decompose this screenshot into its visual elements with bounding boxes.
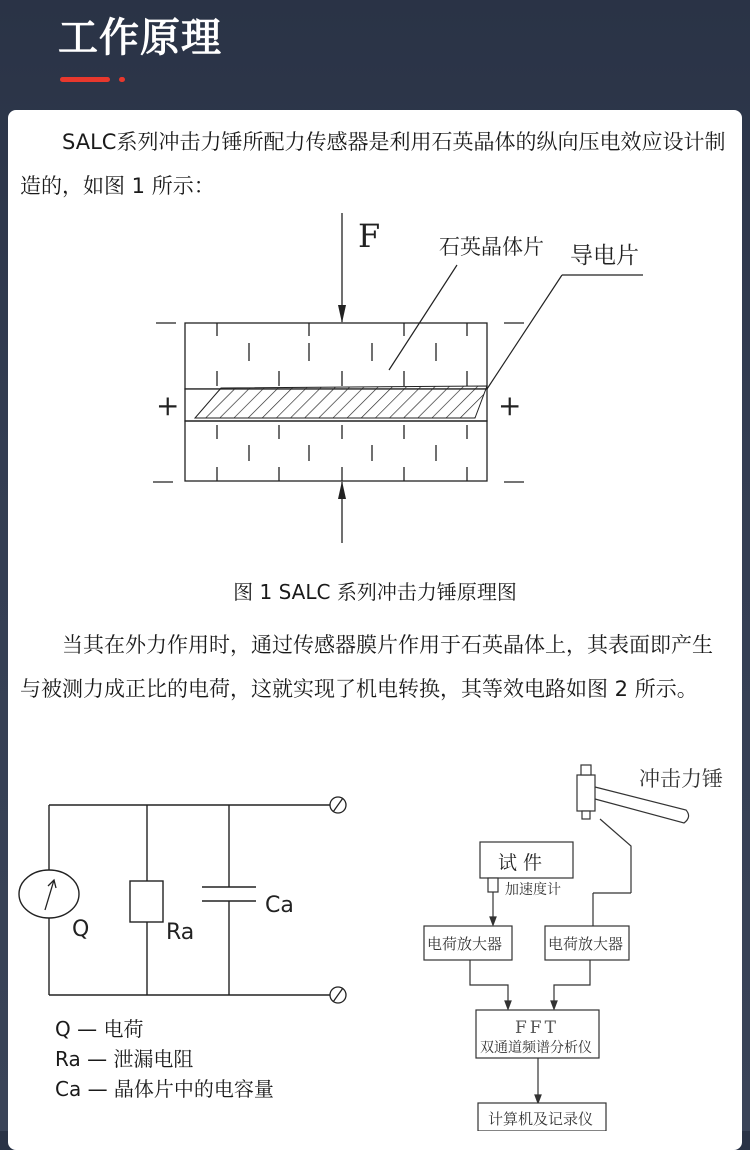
accelerometer-box bbox=[488, 878, 498, 892]
crystal-label: 石英晶体片 bbox=[439, 235, 544, 259]
lower-ticks bbox=[217, 425, 467, 481]
circuit-legend bbox=[55, 1014, 274, 1104]
force-label: F bbox=[358, 217, 381, 255]
title-underline bbox=[60, 77, 110, 82]
legend-ra: Ra — 泄漏电阻 bbox=[55, 1047, 194, 1071]
ra-label: Ra bbox=[166, 920, 195, 945]
crystal-leader-line bbox=[389, 265, 457, 370]
measurement-system-diagram bbox=[408, 755, 742, 1131]
leakage-resistor bbox=[130, 881, 163, 922]
body-paragraph: 当其在外力作用时，通过传感器膜片作用于石英晶体上，其表面即产生与被测力成正比的电荷，这就实现了机电转换，其等效电路如图 2 所示。 bbox=[20, 633, 713, 701]
amplifier-1-label: 电荷放大器 bbox=[427, 935, 503, 953]
plus-right: + bbox=[498, 389, 522, 422]
bottom-arrowhead bbox=[338, 481, 346, 499]
computer-recorder-label: 计算机及记录仪 bbox=[488, 1110, 594, 1128]
analyzer-label: 双通道频谱分析仪 bbox=[480, 1040, 592, 1056]
hammer-tip bbox=[581, 765, 591, 775]
page-title: 工作原理 bbox=[58, 15, 222, 61]
test-piece-label: 试 件 bbox=[498, 852, 543, 874]
hammer-head bbox=[577, 775, 595, 811]
fft-label: FFT bbox=[515, 1018, 559, 1038]
amplifier-2-label: 电荷放大器 bbox=[548, 935, 624, 953]
ca-label: Ca bbox=[265, 893, 294, 918]
figure-1-caption: 图 1 SALC 系列冲击力锤原理图 bbox=[233, 580, 517, 604]
header bbox=[0, 0, 750, 110]
charge-source-arrow bbox=[45, 880, 56, 910]
accelerometer-label: 加速度计 bbox=[505, 882, 561, 898]
terminal-top bbox=[330, 797, 346, 813]
top-arrowhead bbox=[338, 305, 346, 323]
hammer-label: 冲击力锤 bbox=[639, 767, 723, 791]
crystal-capacitor bbox=[202, 887, 256, 901]
hammer-cable bbox=[600, 819, 631, 893]
hammer-handle bbox=[595, 787, 689, 823]
upper-ticks bbox=[217, 323, 467, 386]
equivalent-circuit-diagram bbox=[8, 790, 368, 1010]
plus-left: + bbox=[156, 389, 180, 422]
title-underline-dot bbox=[119, 77, 125, 82]
figure-1-diagram bbox=[8, 205, 742, 565]
conductor-label: 导电片 bbox=[570, 243, 639, 269]
conductor-plate-hatch bbox=[195, 386, 487, 418]
conductor-leader-line bbox=[487, 275, 562, 389]
content-card bbox=[8, 110, 742, 1150]
q-label: Q bbox=[72, 917, 90, 942]
terminal-bottom bbox=[330, 987, 346, 1003]
upper-crystal-block bbox=[185, 323, 487, 389]
legend-q: Q — 电荷 bbox=[55, 1017, 144, 1041]
legend-ca: Ca — 晶体片中的电容量 bbox=[55, 1077, 274, 1101]
intro-paragraph: SALC系列冲击力锤所配力传感器是利用石英晶体的纵向压电效应设计制造的，如图 1 所示： bbox=[20, 130, 726, 198]
hammer-base bbox=[582, 811, 590, 819]
lower-crystal-block bbox=[185, 421, 487, 481]
charge-source-circle bbox=[19, 870, 79, 918]
